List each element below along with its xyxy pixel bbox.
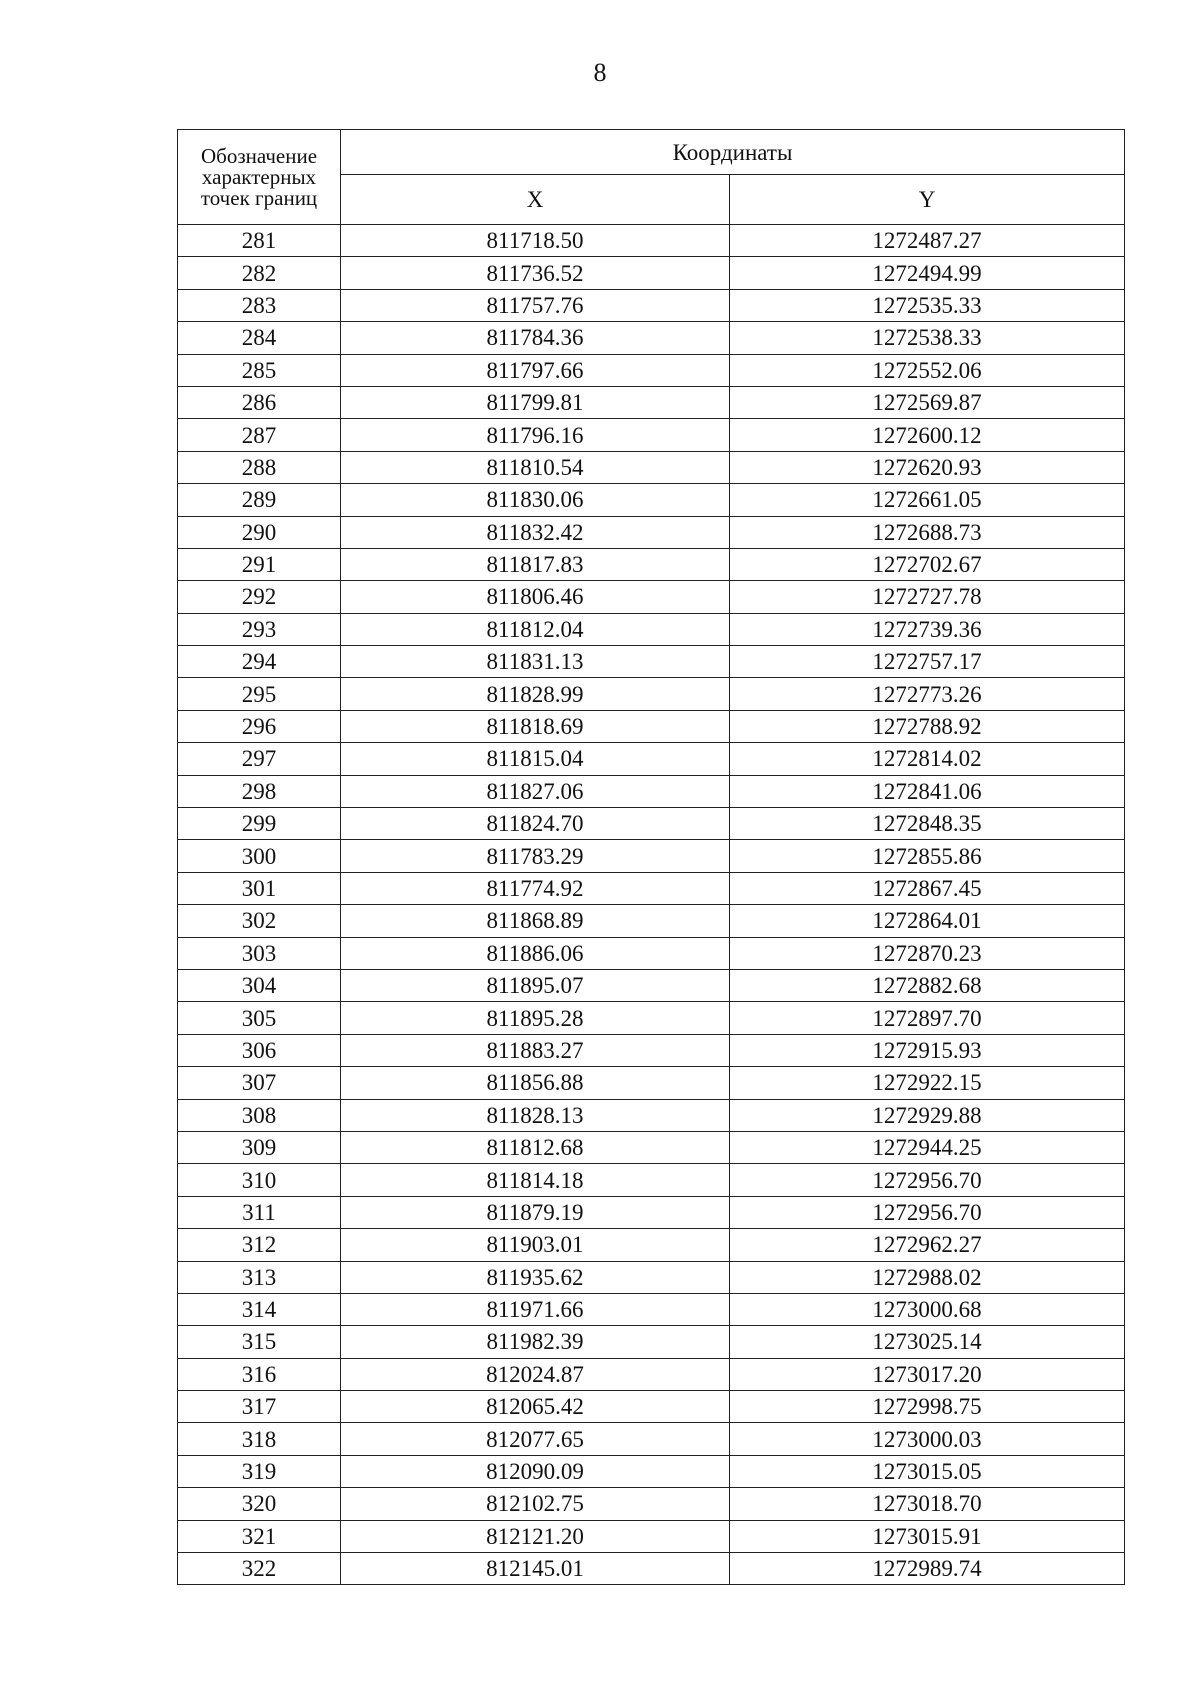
- table-row: [178, 548, 1125, 580]
- table-row: [178, 419, 1125, 451]
- table-row: [178, 257, 1125, 289]
- cell-point-id: 286: [178, 386, 341, 418]
- cell-x: 811971.66: [341, 1293, 730, 1325]
- cell-y: 1272757.17: [730, 646, 1125, 678]
- cell-y: 1273015.91: [730, 1520, 1125, 1552]
- cell-point-id: 306: [178, 1034, 341, 1066]
- cell-y: 1273017.20: [730, 1358, 1125, 1390]
- cell-point-id: 294: [178, 646, 341, 678]
- table-row: [178, 1099, 1125, 1131]
- cell-x: 811810.54: [341, 451, 730, 483]
- cell-point-id: 281: [178, 225, 341, 257]
- cell-x: 811831.13: [341, 646, 730, 678]
- table-row: [178, 969, 1125, 1001]
- cell-x: 811828.13: [341, 1099, 730, 1131]
- cell-point-id: 299: [178, 808, 341, 840]
- cell-y: 1272870.23: [730, 937, 1125, 969]
- table-row: [178, 516, 1125, 548]
- table-row: [178, 1261, 1125, 1293]
- cell-point-id: 287: [178, 419, 341, 451]
- cell-x: 811886.06: [341, 937, 730, 969]
- cell-y: 1272956.70: [730, 1196, 1125, 1228]
- cell-x: 811883.27: [341, 1034, 730, 1066]
- cell-point-id: 284: [178, 322, 341, 354]
- cell-y: 1272998.75: [730, 1391, 1125, 1423]
- cell-point-id: 308: [178, 1099, 341, 1131]
- header-x: X: [341, 175, 730, 225]
- cell-x: 811784.36: [341, 322, 730, 354]
- cell-y: 1272688.73: [730, 516, 1125, 548]
- cell-y: 1272661.05: [730, 484, 1125, 516]
- table-row: [178, 225, 1125, 257]
- cell-x: 812065.42: [341, 1391, 730, 1423]
- coordinates-table: [177, 129, 1125, 1585]
- cell-point-id: 319: [178, 1455, 341, 1487]
- cell-x: 811824.70: [341, 808, 730, 840]
- cell-point-id: 320: [178, 1488, 341, 1520]
- cell-y: 1273018.70: [730, 1488, 1125, 1520]
- cell-point-id: 315: [178, 1326, 341, 1358]
- cell-y: 1272788.92: [730, 710, 1125, 742]
- cell-point-id: 302: [178, 905, 341, 937]
- cell-y: 1272538.33: [730, 322, 1125, 354]
- cell-point-id: 314: [178, 1293, 341, 1325]
- cell-y: 1272552.06: [730, 354, 1125, 386]
- table-row: [178, 905, 1125, 937]
- table-row: [178, 1391, 1125, 1423]
- cell-x: 811827.06: [341, 775, 730, 807]
- cell-x: 811895.28: [341, 1002, 730, 1034]
- table-row: [178, 1520, 1125, 1552]
- cell-y: 1272494.99: [730, 257, 1125, 289]
- cell-y: 1272739.36: [730, 613, 1125, 645]
- cell-point-id: 289: [178, 484, 341, 516]
- table-row: [178, 484, 1125, 516]
- cell-x: 811797.66: [341, 354, 730, 386]
- cell-x: 811830.06: [341, 484, 730, 516]
- cell-x: 811799.81: [341, 386, 730, 418]
- table-row: [178, 1131, 1125, 1163]
- table-row: [178, 1164, 1125, 1196]
- cell-x: 811815.04: [341, 743, 730, 775]
- cell-y: 1272956.70: [730, 1164, 1125, 1196]
- cell-point-id: 290: [178, 516, 341, 548]
- table-row: [178, 1455, 1125, 1487]
- cell-x: 811895.07: [341, 969, 730, 1001]
- header-y: Y: [730, 175, 1125, 225]
- table-row: [178, 386, 1125, 418]
- cell-x: 811818.69: [341, 710, 730, 742]
- table-row: [178, 581, 1125, 613]
- cell-point-id: 309: [178, 1131, 341, 1163]
- cell-point-id: 303: [178, 937, 341, 969]
- cell-y: 1272848.35: [730, 808, 1125, 840]
- cell-point-id: 282: [178, 257, 341, 289]
- cell-y: 1272855.86: [730, 840, 1125, 872]
- cell-point-id: 293: [178, 613, 341, 645]
- cell-point-id: 317: [178, 1391, 341, 1423]
- cell-y: 1273025.14: [730, 1326, 1125, 1358]
- cell-y: 1272944.25: [730, 1131, 1125, 1163]
- cell-point-id: 292: [178, 581, 341, 613]
- table-row: [178, 710, 1125, 742]
- cell-point-id: 283: [178, 289, 341, 321]
- cell-y: 1272535.33: [730, 289, 1125, 321]
- cell-point-id: 305: [178, 1002, 341, 1034]
- cell-point-id: 297: [178, 743, 341, 775]
- table-row: [178, 613, 1125, 645]
- cell-point-id: 310: [178, 1164, 341, 1196]
- table-row: [178, 775, 1125, 807]
- table-row: [178, 322, 1125, 354]
- table-row: [178, 1034, 1125, 1066]
- cell-point-id: 313: [178, 1261, 341, 1293]
- cell-x: 811935.62: [341, 1261, 730, 1293]
- cell-y: 1272882.68: [730, 969, 1125, 1001]
- cell-x: 811796.16: [341, 419, 730, 451]
- cell-point-id: 304: [178, 969, 341, 1001]
- cell-x: 811832.42: [341, 516, 730, 548]
- cell-point-id: 312: [178, 1229, 341, 1261]
- table-body: [178, 225, 1125, 1585]
- cell-x: 812090.09: [341, 1455, 730, 1487]
- table-row: [178, 1423, 1125, 1455]
- cell-x: 812145.01: [341, 1553, 730, 1585]
- cell-y: 1272600.12: [730, 419, 1125, 451]
- cell-y: 1272864.01: [730, 905, 1125, 937]
- header-point-label: Обозначение характерных точек границ: [178, 130, 341, 225]
- cell-x: 811982.39: [341, 1326, 730, 1358]
- table-row: [178, 1553, 1125, 1585]
- table-row: [178, 743, 1125, 775]
- table-row: [178, 1067, 1125, 1099]
- cell-x: 812077.65: [341, 1423, 730, 1455]
- table-row: [178, 1488, 1125, 1520]
- table-row: [178, 840, 1125, 872]
- cell-x: 811774.92: [341, 872, 730, 904]
- cell-x: 812121.20: [341, 1520, 730, 1552]
- cell-y: 1272915.93: [730, 1034, 1125, 1066]
- cell-y: 1272867.45: [730, 872, 1125, 904]
- cell-point-id: 316: [178, 1358, 341, 1390]
- cell-point-id: 285: [178, 354, 341, 386]
- cell-x: 811868.89: [341, 905, 730, 937]
- cell-point-id: 301: [178, 872, 341, 904]
- cell-x: 811814.18: [341, 1164, 730, 1196]
- cell-y: 1272702.67: [730, 548, 1125, 580]
- table-row: [178, 937, 1125, 969]
- cell-x: 811856.88: [341, 1067, 730, 1099]
- cell-point-id: 318: [178, 1423, 341, 1455]
- cell-y: 1272922.15: [730, 1067, 1125, 1099]
- cell-y: 1273015.05: [730, 1455, 1125, 1487]
- table-row: [178, 1002, 1125, 1034]
- table-row: [178, 678, 1125, 710]
- cell-x: 812102.75: [341, 1488, 730, 1520]
- cell-y: 1272569.87: [730, 386, 1125, 418]
- cell-point-id: 321: [178, 1520, 341, 1552]
- table-row: [178, 646, 1125, 678]
- cell-y: 1272897.70: [730, 1002, 1125, 1034]
- cell-y: 1272962.27: [730, 1229, 1125, 1261]
- table-row: [178, 354, 1125, 386]
- page-number: 8: [593, 58, 607, 87]
- cell-y: 1272727.78: [730, 581, 1125, 613]
- cell-point-id: 288: [178, 451, 341, 483]
- cell-point-id: 295: [178, 678, 341, 710]
- cell-x: 811718.50: [341, 225, 730, 257]
- cell-y: 1272487.27: [730, 225, 1125, 257]
- cell-x: 811757.76: [341, 289, 730, 321]
- cell-y: 1273000.68: [730, 1293, 1125, 1325]
- table-row: [178, 451, 1125, 483]
- cell-y: 1272773.26: [730, 678, 1125, 710]
- cell-y: 1272929.88: [730, 1099, 1125, 1131]
- cell-y: 1272620.93: [730, 451, 1125, 483]
- cell-point-id: 322: [178, 1553, 341, 1585]
- cell-x: 811812.04: [341, 613, 730, 645]
- cell-point-id: 311: [178, 1196, 341, 1228]
- table-row: [178, 1326, 1125, 1358]
- cell-x: 811812.68: [341, 1131, 730, 1163]
- table-row: [178, 1196, 1125, 1228]
- cell-point-id: 298: [178, 775, 341, 807]
- cell-point-id: 307: [178, 1067, 341, 1099]
- cell-x: 811828.99: [341, 678, 730, 710]
- cell-x: 811903.01: [341, 1229, 730, 1261]
- cell-point-id: 291: [178, 548, 341, 580]
- cell-x: 811736.52: [341, 257, 730, 289]
- table-row: [178, 1293, 1125, 1325]
- table-row: [178, 289, 1125, 321]
- cell-point-id: 296: [178, 710, 341, 742]
- header-coordinates: Координаты: [341, 130, 1125, 175]
- table-row: [178, 872, 1125, 904]
- cell-x: 811817.83: [341, 548, 730, 580]
- cell-y: 1272989.74: [730, 1553, 1125, 1585]
- cell-point-id: 300: [178, 840, 341, 872]
- cell-y: 1272814.02: [730, 743, 1125, 775]
- cell-y: 1272988.02: [730, 1261, 1125, 1293]
- table-row: [178, 1358, 1125, 1390]
- cell-x: 812024.87: [341, 1358, 730, 1390]
- table-row: [178, 1229, 1125, 1261]
- table-row: [178, 808, 1125, 840]
- cell-y: 1272841.06: [730, 775, 1125, 807]
- cell-x: 811783.29: [341, 840, 730, 872]
- cell-y: 1273000.03: [730, 1423, 1125, 1455]
- cell-x: 811879.19: [341, 1196, 730, 1228]
- cell-x: 811806.46: [341, 581, 730, 613]
